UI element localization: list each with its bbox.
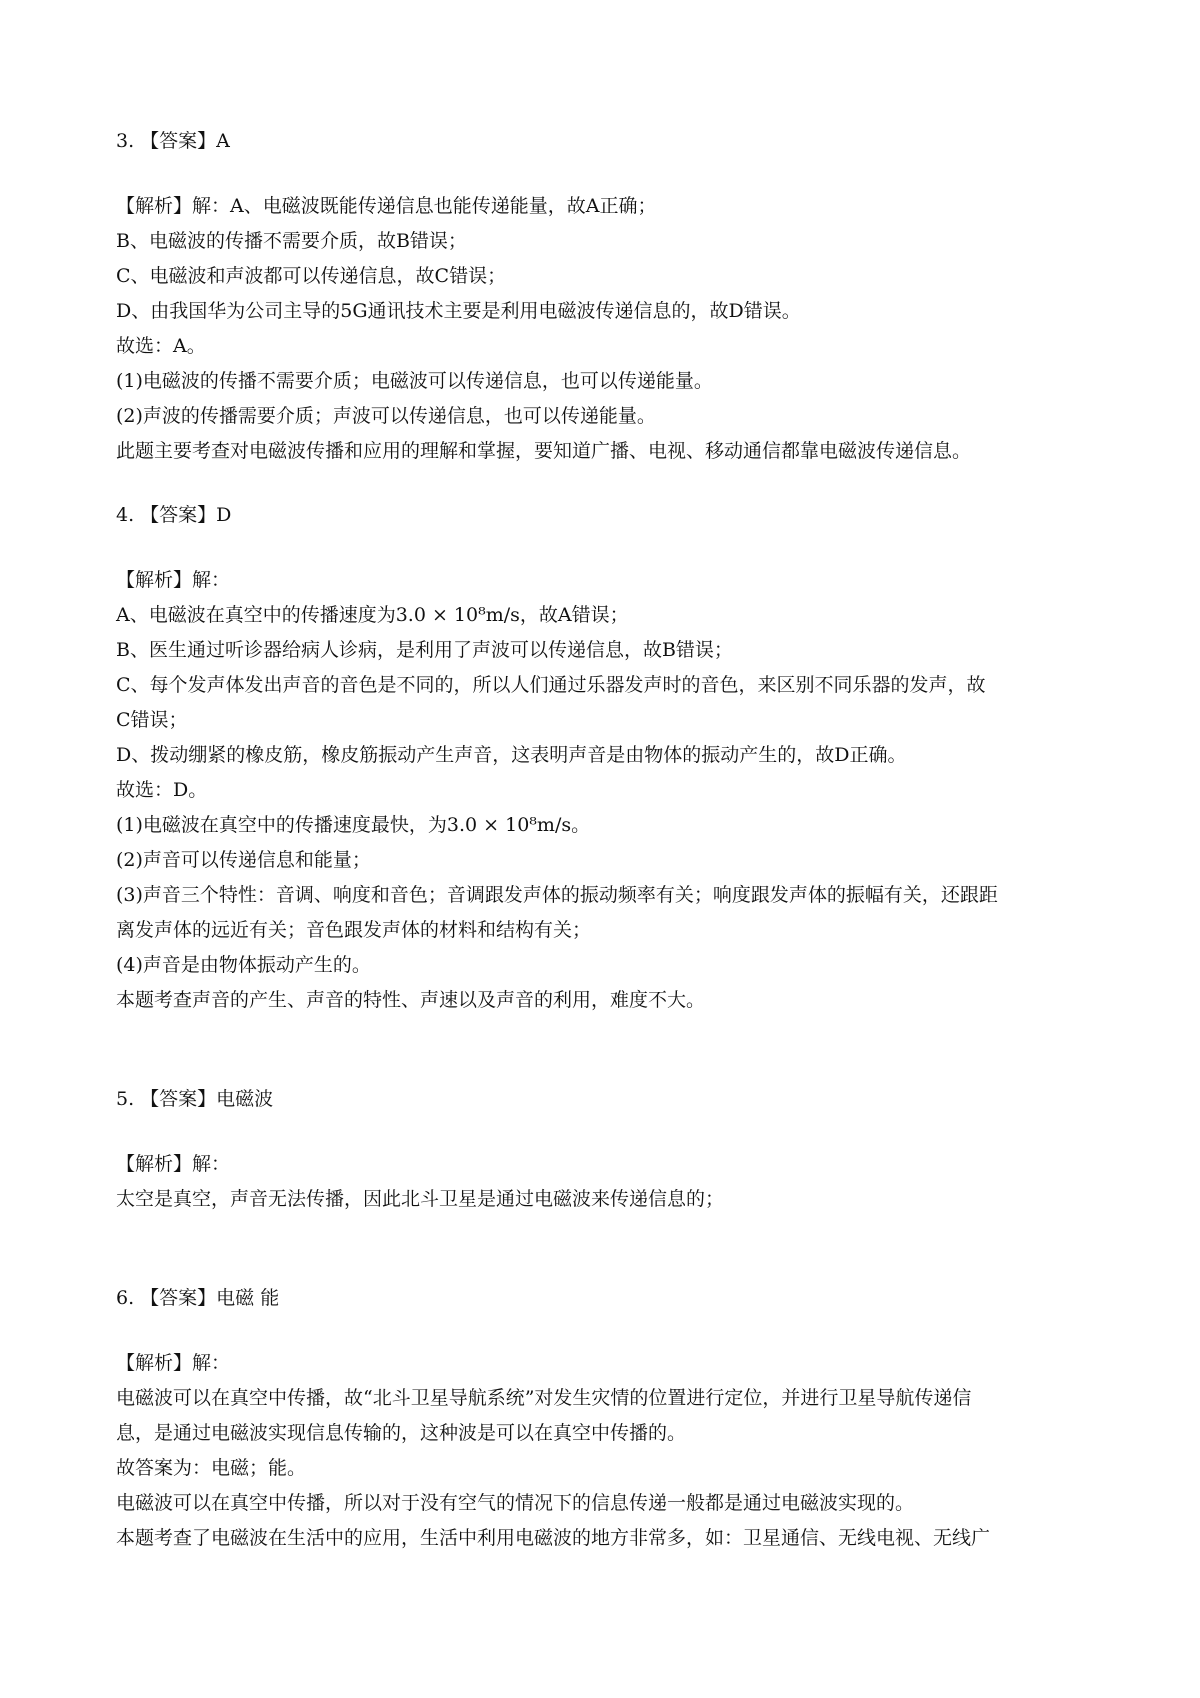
analysis-line: (4)声音是由物体振动产生的。 bbox=[116, 954, 371, 976]
analysis-line: 本题考查声音的产生、声音的特性、声速以及声音的利用，难度不大。 bbox=[116, 989, 706, 1011]
answer-heading: 5. 【答案】电磁波 bbox=[116, 1088, 274, 1110]
analysis-line: 电磁波可以在真空中传播，故“北斗卫星导航系统”对发生灾情的位置进行定位，并进行卫星导航传递信 bbox=[116, 1387, 972, 1409]
analysis-line: 本题考查了电磁波在生活中的应用，生活中利用电磁波的地方非常多，如：卫星通信、无线电视、无线广 bbox=[116, 1527, 991, 1549]
question-6 bbox=[116, 1281, 1106, 1556]
analysis-line: (2)声音可以传递信息和能量； bbox=[116, 849, 371, 871]
document-body bbox=[116, 124, 1106, 1556]
analysis-line: 故答案为：电磁；能。 bbox=[116, 1457, 307, 1479]
analysis-line: 【解析】解： bbox=[116, 1352, 231, 1374]
analysis-line: 息，是通过电磁波实现信息传输的，这种波是可以在真空中传播的。 bbox=[116, 1422, 687, 1444]
spacer bbox=[116, 1018, 1106, 1082]
analysis-line: D、拨动绷紧的橡皮筋，橡皮筋振动产生声音，这表明声音是由物体的振动产生的，故D正确。 bbox=[116, 744, 907, 766]
analysis-line: 【解析】解： bbox=[116, 569, 231, 591]
analysis-line: 【解析】解：A、电磁波既能传递信息也能传递能量，故A正确； bbox=[116, 195, 657, 217]
analysis-line: (3)声音三个特性：音调、响度和音色；音调跟发声体的振动频率有关；响度跟发声体的振幅有关，还跟距 bbox=[116, 884, 998, 906]
analysis-line: 【解析】解： bbox=[116, 1153, 231, 1175]
analysis-line: C、每个发声体发出声音的音色是不同的，所以人们通过乐器发声时的音色，来区别不同乐器的发声，故 bbox=[116, 674, 986, 696]
spacer bbox=[116, 469, 1106, 498]
answer-heading: 6. 【答案】电磁 能 bbox=[116, 1287, 280, 1309]
question-5 bbox=[116, 1082, 1106, 1217]
analysis-line: B、医生通过听诊器给病人诊病，是利用了声波可以传递信息，故B错误； bbox=[116, 639, 733, 661]
analysis-line: 离发声体的远近有关；音色跟发声体的材料和结构有关； bbox=[116, 919, 592, 941]
analysis-line: 故选：D。 bbox=[116, 779, 208, 801]
analysis-line: 太空是真空，声音无法传播，因此北斗卫星是通过电磁波来传递信息的； bbox=[116, 1188, 725, 1210]
analysis-line: 电磁波可以在真空中传播，所以对于没有空气的情况下的信息传递一般都是通过电磁波实现的。 bbox=[116, 1492, 915, 1514]
answer-heading: 3. 【答案】A bbox=[116, 130, 230, 152]
analysis-line: D、由我国华为公司主导的5G通讯技术主要是利用电磁波传递信息的，故D错误。 bbox=[116, 300, 801, 322]
analysis-line: 故选：A。 bbox=[116, 335, 206, 357]
analysis-line: (2)声波的传播需要介质；声波可以传递信息，也可以传递能量。 bbox=[116, 405, 656, 427]
question-3 bbox=[116, 124, 1106, 469]
analysis-line: (1)电磁波在真空中的传播速度最快，为3.0 × 10⁸m/s。 bbox=[116, 814, 591, 836]
analysis-line: B、电磁波的传播不需要介质，故B错误； bbox=[116, 230, 467, 252]
analysis-line: C错误； bbox=[116, 709, 188, 731]
question-4 bbox=[116, 498, 1106, 1018]
analysis-line: (1)电磁波的传播不需要介质；电磁波可以传递信息，也可以传递能量。 bbox=[116, 370, 713, 392]
spacer bbox=[116, 1217, 1106, 1281]
analysis-line: C、电磁波和声波都可以传递信息，故C错误； bbox=[116, 265, 507, 287]
analysis-line: 此题主要考查对电磁波传播和应用的理解和掌握，要知道广播、电视、移动通信都靠电磁波传递信息。 bbox=[116, 440, 972, 462]
analysis-line: A、电磁波在真空中的传播速度为3.0 × 10⁸m/s，故A错误； bbox=[116, 604, 629, 626]
answer-heading: 4. 【答案】D bbox=[116, 504, 232, 526]
